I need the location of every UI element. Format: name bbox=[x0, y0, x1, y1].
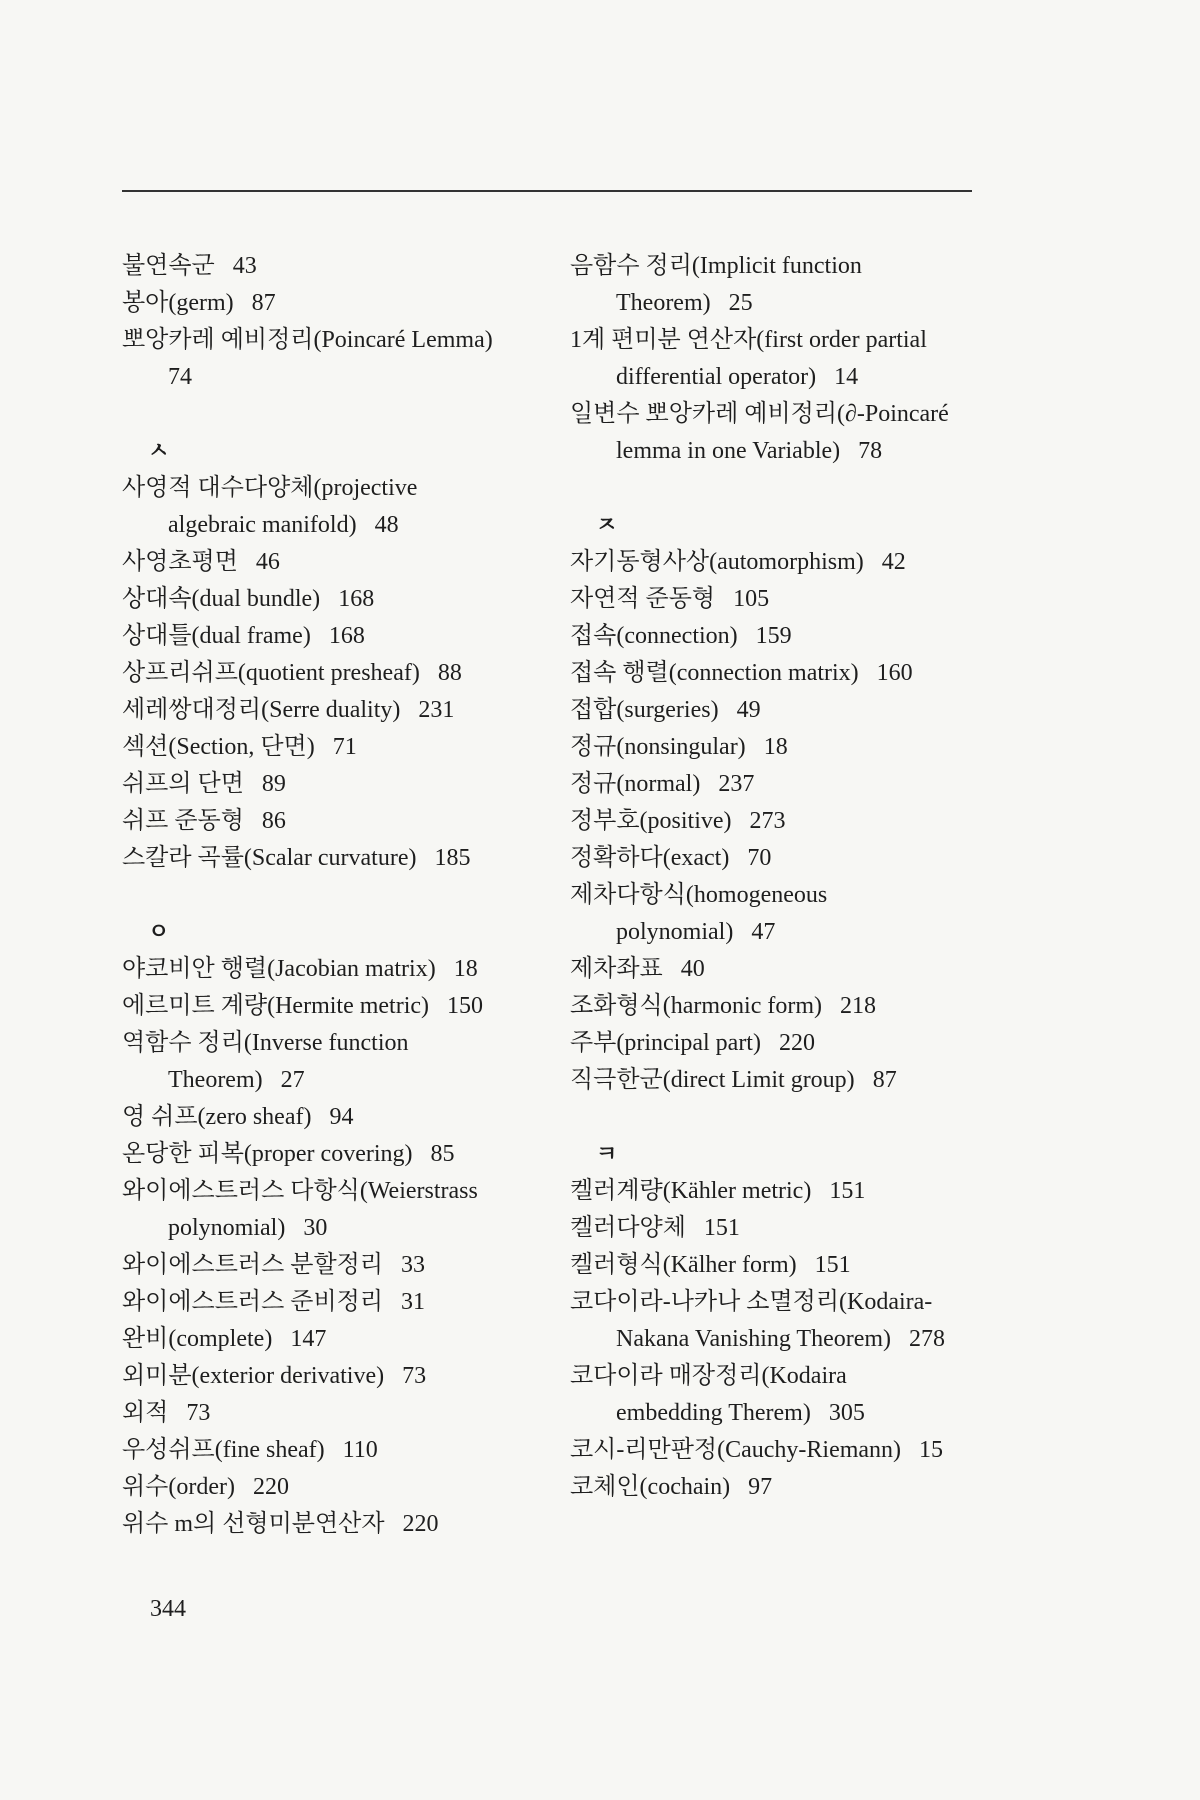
index-term-continuation bbox=[122, 1062, 562, 1099]
index-page-ref: 185 bbox=[434, 845, 471, 871]
index-page-ref: 48 bbox=[374, 512, 399, 538]
index-page-ref: 273 bbox=[749, 808, 786, 834]
index-term: 사영초평면 bbox=[122, 549, 238, 575]
index-entry bbox=[122, 692, 562, 729]
index-term-cont-text: Theorem) bbox=[168, 1067, 263, 1093]
index-page-ref: 27 bbox=[280, 1067, 305, 1093]
index-term: 역함수 정리(Inverse function bbox=[122, 1030, 409, 1056]
index-entry bbox=[570, 1432, 1010, 1469]
index-page-ref: 150 bbox=[447, 993, 484, 1019]
index-term: 위수(order) bbox=[122, 1474, 235, 1500]
index-entry bbox=[122, 470, 562, 544]
index-entry bbox=[570, 396, 1010, 470]
index-page-ref: 87 bbox=[251, 290, 276, 316]
index-entry bbox=[570, 1025, 1010, 1062]
section-gap bbox=[122, 396, 562, 433]
index-page-ref: 30 bbox=[303, 1215, 328, 1241]
index-entry bbox=[122, 248, 562, 285]
index-term-cont-text: algebraic manifold) bbox=[168, 512, 357, 538]
index-entry bbox=[122, 840, 562, 877]
index-page-ref: 46 bbox=[255, 549, 280, 575]
index-entry bbox=[122, 766, 562, 803]
index-page-ref: 147 bbox=[290, 1326, 327, 1352]
index-page-ref: 73 bbox=[186, 1400, 211, 1426]
index-entry bbox=[122, 1173, 562, 1247]
index-entry bbox=[122, 988, 562, 1025]
index-term: 정부호(positive) bbox=[570, 808, 732, 834]
index-page-ref: 15 bbox=[919, 1437, 944, 1463]
index-term: 켈러다양체 bbox=[570, 1215, 686, 1241]
index-entry bbox=[122, 1358, 562, 1395]
index-term: 야코비안 행렬(Jacobian matrix) bbox=[122, 956, 436, 982]
index-entry bbox=[122, 1099, 562, 1136]
index-term: 코다이라-나카나 소멸정리(Kodaira- bbox=[570, 1289, 933, 1315]
index-entry bbox=[122, 1247, 562, 1284]
section-gap bbox=[570, 470, 1010, 507]
index-term-cont-text: differential operator) bbox=[616, 364, 817, 390]
index-term-continuation bbox=[122, 507, 562, 544]
index-entry bbox=[570, 803, 1010, 840]
index-entry bbox=[122, 1506, 562, 1543]
index-entry bbox=[570, 248, 1010, 322]
index-term: 자연적 준동형 bbox=[570, 586, 716, 612]
index-entry bbox=[570, 1469, 1010, 1506]
index-term: 코다이라 매장정리(Kodaira bbox=[570, 1363, 847, 1389]
index-column-left bbox=[122, 248, 562, 1543]
index-term: 와이에스트러스 다항식(Weierstrass bbox=[122, 1178, 478, 1204]
index-page-ref: 88 bbox=[437, 660, 462, 686]
index-page-ref: 305 bbox=[828, 1400, 865, 1426]
index-entry bbox=[570, 1358, 1010, 1432]
section-heading: ㅅ bbox=[148, 439, 170, 464]
index-entry bbox=[122, 1284, 562, 1321]
index-entry bbox=[570, 1062, 1010, 1099]
index-entry bbox=[570, 951, 1010, 988]
index-term: 제차다항식(homogeneous bbox=[570, 882, 828, 908]
index-page-ref: 85 bbox=[430, 1141, 455, 1167]
index-entry bbox=[122, 1432, 562, 1469]
section-gap bbox=[570, 1099, 1010, 1136]
index-term: 스칼라 곡률(Scalar curvature) bbox=[122, 845, 417, 871]
top-rule bbox=[122, 190, 972, 192]
index-entry bbox=[122, 322, 562, 396]
index-term: 와이에스트러스 분할정리 bbox=[122, 1252, 384, 1278]
index-page-ref: 18 bbox=[453, 956, 478, 982]
index-term: 사영적 대수다양체(projective bbox=[122, 475, 418, 501]
index-term: 세레쌍대정리(Serre duality) bbox=[122, 697, 401, 723]
index-entry bbox=[570, 618, 1010, 655]
index-term: 직극한군(direct Limit group) bbox=[570, 1067, 855, 1093]
index-term-continuation bbox=[570, 285, 1010, 322]
index-term: 외적 bbox=[122, 1400, 169, 1426]
index-entry bbox=[122, 1136, 562, 1173]
index-term-continuation bbox=[570, 1395, 1010, 1432]
index-term: 영 쉬프(zero sheaf) bbox=[122, 1104, 312, 1130]
index-term: 1계 편미분 연산자(first order partial bbox=[570, 327, 927, 353]
index-entry bbox=[570, 1284, 1010, 1358]
index-term-cont-text: lemma in one Variable) bbox=[616, 438, 841, 464]
index-entry bbox=[570, 840, 1010, 877]
index-entry bbox=[122, 285, 562, 322]
index-term: 정규(normal) bbox=[570, 771, 701, 797]
index-page-ref: 231 bbox=[418, 697, 455, 723]
index-term: 일변수 뽀앙카레 예비정리(∂-Poincaré bbox=[570, 401, 949, 427]
index-entry bbox=[122, 729, 562, 766]
index-entry bbox=[122, 803, 562, 840]
index-page-ref: 110 bbox=[342, 1437, 378, 1463]
index-entry bbox=[122, 655, 562, 692]
index-entry bbox=[122, 1395, 562, 1432]
index-page-ref: 78 bbox=[858, 438, 883, 464]
index-entry bbox=[570, 544, 1010, 581]
index-entry bbox=[570, 1247, 1010, 1284]
index-page-ref: 220 bbox=[778, 1030, 815, 1056]
index-entry bbox=[570, 766, 1010, 803]
index-term: 정확하다(exact) bbox=[570, 845, 730, 871]
index-entry bbox=[122, 951, 562, 988]
index-entry bbox=[122, 544, 562, 581]
index-page-ref: 25 bbox=[728, 290, 753, 316]
section-heading: ㅋ bbox=[596, 1142, 618, 1167]
index-term-cont-text: Theorem) bbox=[616, 290, 711, 316]
index-term-continuation bbox=[570, 914, 1010, 951]
index-term: 접합(surgeries) bbox=[570, 697, 719, 723]
index-term: 뽀앙카레 예비정리(Poincaré Lemma) bbox=[122, 327, 493, 353]
index-term-continuation bbox=[570, 433, 1010, 470]
index-term-cont-text: embedding Therem) bbox=[616, 1400, 811, 1426]
index-entry bbox=[122, 1025, 562, 1099]
index-term-cont-text: Nakana Vanishing Theorem) bbox=[616, 1326, 892, 1352]
index-page-ref: 159 bbox=[755, 623, 792, 649]
index-page-ref: 278 bbox=[909, 1326, 946, 1352]
index-term: 주부(principal part) bbox=[570, 1030, 761, 1056]
index-term: 정규(nonsingular) bbox=[570, 734, 746, 760]
index-page-ref: 86 bbox=[261, 808, 286, 834]
index-term-continuation bbox=[570, 359, 1010, 396]
index-term: 외미분(exterior derivative) bbox=[122, 1363, 385, 1389]
index-term-continuation bbox=[122, 1210, 562, 1247]
index-term: 쉬프의 단면 bbox=[122, 771, 244, 797]
index-page-ref: 33 bbox=[401, 1252, 426, 1278]
index-term: 에르미트 계량(Hermite metric) bbox=[122, 993, 430, 1019]
section-gap bbox=[122, 877, 562, 914]
index-term: 상대틀(dual frame) bbox=[122, 623, 311, 649]
index-term-cont-text: polynomial) bbox=[616, 919, 734, 945]
index-page-ref: 151 bbox=[829, 1178, 866, 1204]
index-page-ref: 237 bbox=[718, 771, 755, 797]
index-page-ref: 43 bbox=[232, 253, 257, 279]
index-page-ref: 220 bbox=[402, 1511, 439, 1537]
index-term: 켈러형식(Kälher form) bbox=[570, 1252, 797, 1278]
index-entry bbox=[570, 655, 1010, 692]
index-column-right bbox=[570, 248, 1010, 1506]
index-entry bbox=[570, 692, 1010, 729]
index-term: 봉아(germ) bbox=[122, 290, 234, 316]
index-term: 음함수 정리(Implicit function bbox=[570, 253, 862, 279]
index-entry bbox=[122, 581, 562, 618]
index-page-ref: 151 bbox=[814, 1252, 851, 1278]
index-term: 불연속군 bbox=[122, 253, 215, 279]
index-term: 켈러계량(Kähler metric) bbox=[570, 1178, 812, 1204]
index-page-ref: 47 bbox=[751, 919, 776, 945]
index-page-ref: 14 bbox=[834, 364, 859, 390]
index-term: 코시-리만판정(Cauchy-Riemann) bbox=[570, 1437, 902, 1463]
index-page-ref: 73 bbox=[402, 1363, 427, 1389]
index-term-continuation bbox=[570, 1321, 1010, 1358]
index-term: 온당한 피복(proper covering) bbox=[122, 1141, 413, 1167]
index-entry bbox=[570, 729, 1010, 766]
index-term: 코체인(cochain) bbox=[570, 1474, 731, 1500]
index-page-ref: 94 bbox=[329, 1104, 354, 1130]
index-page-ref: 31 bbox=[401, 1289, 426, 1315]
index-page-ref: 70 bbox=[747, 845, 772, 871]
index-entry bbox=[570, 877, 1010, 951]
index-term: 자기동형사상(automorphism) bbox=[570, 549, 864, 575]
index-page-ref: 49 bbox=[736, 697, 761, 723]
index-page-ref: 220 bbox=[253, 1474, 289, 1500]
index-term: 접속(connection) bbox=[570, 623, 738, 649]
index-page-ref: 74 bbox=[168, 364, 192, 390]
index-term: 상대속(dual bundle) bbox=[122, 586, 321, 612]
index-term: 쉬프 준동형 bbox=[122, 808, 244, 834]
index-page-ref: 18 bbox=[763, 734, 788, 760]
index-page-ref: 168 bbox=[328, 623, 365, 649]
index-entry bbox=[570, 581, 1010, 618]
index-page-ref: 71 bbox=[332, 734, 357, 760]
index-entry bbox=[570, 322, 1010, 396]
index-term-cont-text: polynomial) bbox=[168, 1215, 286, 1241]
index-page-line bbox=[122, 359, 562, 396]
index-entry bbox=[122, 618, 562, 655]
index-page-ref: 40 bbox=[680, 956, 705, 982]
index-page-ref: 105 bbox=[733, 586, 770, 612]
index-page-ref: 42 bbox=[881, 549, 906, 575]
index-page-ref: 97 bbox=[748, 1474, 773, 1500]
index-term: 완비(complete) bbox=[122, 1326, 273, 1352]
index-entry bbox=[122, 1469, 562, 1506]
index-page-ref: 89 bbox=[261, 771, 286, 797]
index-page-ref: 160 bbox=[876, 660, 913, 686]
index-term: 조화형식(harmonic form) bbox=[570, 993, 823, 1019]
index-term: 우성쉬프(fine sheaf) bbox=[122, 1437, 325, 1463]
index-entry bbox=[122, 1321, 562, 1358]
index-entry bbox=[570, 1173, 1010, 1210]
index-term: 섹션(Section, 단면) bbox=[122, 734, 315, 760]
section-heading: ㅈ bbox=[596, 513, 618, 538]
index-term: 와이에스트러스 준비정리 bbox=[122, 1289, 384, 1315]
section-heading: ㅇ bbox=[148, 920, 170, 945]
index-term: 위수 m의 선형미분연산자 bbox=[122, 1511, 385, 1537]
index-term: 제차좌표 bbox=[570, 956, 663, 982]
index-entry bbox=[570, 1210, 1010, 1247]
page-number: 344 bbox=[150, 1596, 186, 1622]
index-page-ref: 168 bbox=[338, 586, 375, 612]
index-term: 상프리쉬프(quotient presheaf) bbox=[122, 660, 420, 686]
index-entry bbox=[570, 988, 1010, 1025]
index-page-ref: 218 bbox=[840, 993, 877, 1019]
index-term: 접속 행렬(connection matrix) bbox=[570, 660, 859, 686]
index-page-ref: 151 bbox=[703, 1215, 740, 1241]
index-page-ref: 87 bbox=[872, 1067, 897, 1093]
